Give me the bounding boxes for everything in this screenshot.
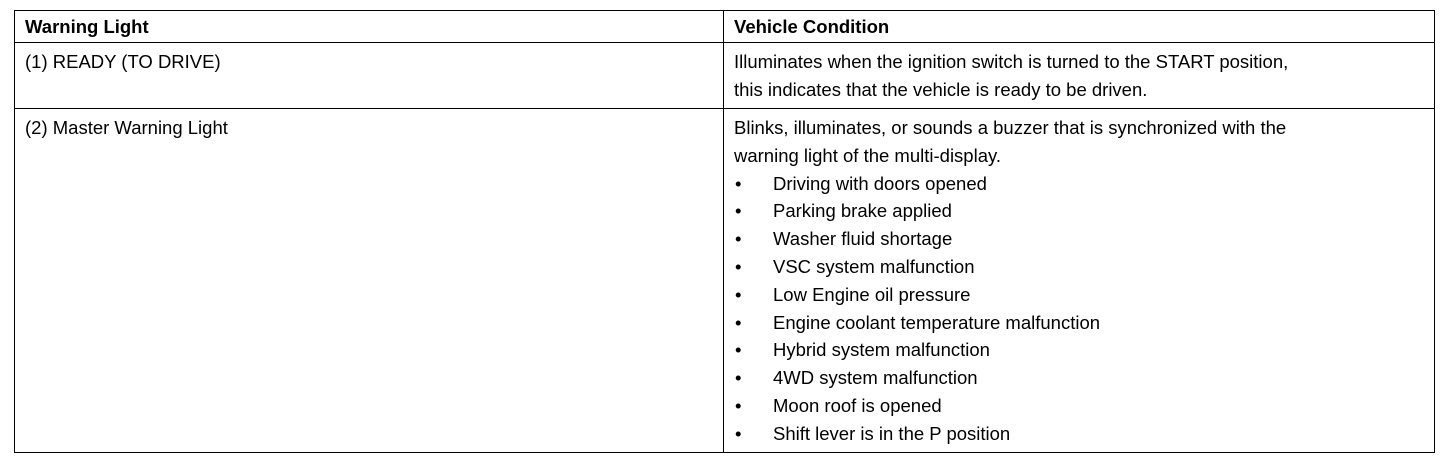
list-item-text: Washer fluid shortage [773, 228, 953, 250]
bullet-icon: • [735, 311, 742, 333]
warning-light-cell: (1) READY (TO DRIVE) [15, 43, 724, 109]
list-item [734, 170, 1426, 198]
list-item [734, 392, 1426, 420]
bullet-icon: • [735, 422, 742, 444]
bullet-icon: • [735, 367, 742, 389]
list-item-text: Parking brake applied [773, 200, 952, 222]
bullet-icon: • [735, 200, 742, 222]
list-item [734, 420, 1426, 448]
bullet-icon: • [735, 283, 742, 305]
condition-text-line: Blinks, illuminates, or sounds a buzzer that is synchronized with the [734, 117, 1287, 138]
warning-light-cell: (2) Master Warning Light [15, 109, 724, 453]
bullet-icon: • [735, 339, 742, 361]
table-header-row [15, 11, 1435, 43]
list-item-text: VSC system malfunction [773, 255, 975, 277]
condition-text-line: warning light of the multi-display. [734, 144, 1002, 166]
list-item [734, 336, 1426, 364]
bullet-icon: • [735, 255, 742, 277]
condition-text-line: this indicates that the vehicle is ready to be driven. [734, 79, 1148, 100]
condition-bullet-list [734, 170, 1426, 448]
vehicle-condition-cell [724, 43, 1435, 109]
list-item [734, 253, 1426, 281]
list-item-text: Low Engine oil pressure [773, 283, 971, 305]
list-item-text: Driving with doors opened [773, 172, 987, 194]
vehicle-condition-cell [724, 109, 1435, 453]
table-row [15, 109, 1435, 453]
warning-light-table [14, 10, 1435, 453]
list-item-text: Shift lever is in the P position [773, 422, 1011, 444]
list-item [734, 364, 1426, 392]
bullet-icon: • [735, 228, 742, 250]
bullet-icon: • [735, 172, 742, 194]
list-item [734, 197, 1426, 225]
list-item [734, 225, 1426, 253]
list-item-text: 4WD system malfunction [773, 367, 978, 389]
list-item-text: Hybrid system malfunction [773, 339, 990, 361]
header-warning-light: Warning Light [15, 11, 724, 43]
list-item [734, 309, 1426, 337]
table-row [15, 43, 1435, 109]
list-item-text: Engine coolant temperature malfunction [773, 311, 1101, 333]
header-vehicle-condition: Vehicle Condition [724, 11, 1435, 43]
list-item [734, 281, 1426, 309]
list-item-text: Moon roof is opened [773, 394, 942, 416]
condition-text-line: Illuminates when the ignition switch is turned to the START position, [734, 51, 1289, 72]
bullet-icon: • [735, 394, 742, 416]
